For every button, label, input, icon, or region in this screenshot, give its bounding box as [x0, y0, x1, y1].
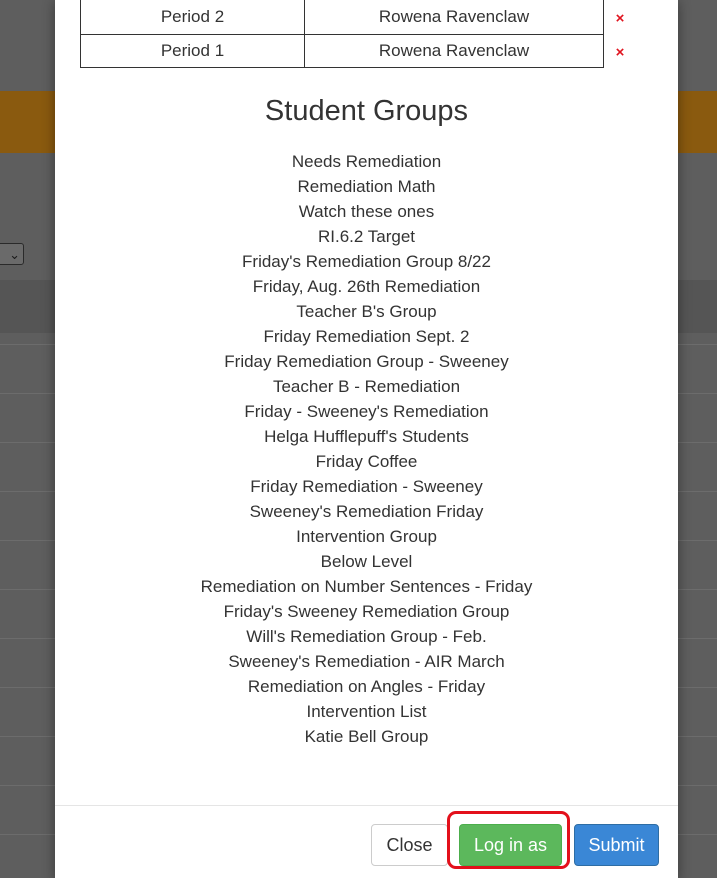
remove-icon[interactable]: × — [615, 44, 625, 61]
modal-footer-divider — [55, 805, 678, 806]
period-cell: Period 2 — [81, 0, 305, 35]
list-item: Katie Bell Group — [304, 727, 429, 746]
list-item: Friday Remediation Group - Sweeney — [224, 352, 509, 371]
list-item: Teacher B's Group — [296, 302, 437, 321]
list-item: Friday's Remediation Group 8/22 — [242, 252, 491, 271]
list-item: Friday Coffee — [315, 452, 418, 471]
background-select — [0, 243, 24, 265]
student-groups-list — [55, 149, 678, 749]
list-item: Will's Remediation Group - Feb. — [246, 627, 487, 646]
chevron-down-icon: ⌄ — [9, 247, 20, 262]
list-item: Friday Remediation Sept. 2 — [263, 327, 470, 346]
list-item: RI.6.2 Target — [317, 227, 416, 246]
list-item: Sweeney's Remediation - AIR March — [228, 652, 505, 671]
teacher-cell: Rowena Ravenclaw — [305, 35, 604, 68]
list-item: Remediation on Angles - Friday — [247, 677, 486, 696]
list-item: Sweeney's Remediation Friday — [249, 502, 484, 521]
user-details-modal — [55, 0, 678, 878]
list-item: Needs Remediation — [291, 152, 442, 171]
list-item: Friday Remediation - Sweeney — [250, 477, 483, 496]
log-in-as-button[interactable]: Log in as — [459, 824, 562, 866]
list-item: Remediation on Number Sentences - Friday — [200, 577, 533, 596]
remove-icon[interactable]: × — [615, 10, 625, 27]
teacher-cell: Rowena Ravenclaw — [305, 0, 604, 35]
list-item: Intervention List — [306, 702, 427, 721]
table-row — [81, 35, 604, 68]
list-item: Friday's Sweeney Remediation Group — [223, 602, 510, 621]
list-item: Teacher B - Remediation — [272, 377, 461, 396]
period-cell: Period 1 — [81, 35, 305, 68]
submit-button[interactable]: Submit — [574, 824, 659, 866]
table-row — [81, 0, 604, 35]
list-item: Below Level — [320, 552, 413, 571]
close-button[interactable]: Close — [371, 824, 448, 866]
section-title: Student Groups — [264, 95, 469, 127]
list-item: Friday - Sweeney's Remediation — [244, 402, 489, 421]
list-item: Watch these ones — [298, 202, 435, 221]
periods-table — [80, 0, 604, 68]
list-item: Friday, Aug. 26th Remediation — [252, 277, 481, 296]
list-item: Intervention Group — [296, 527, 437, 546]
list-item: Remediation Math — [297, 177, 436, 196]
list-item: Helga Hufflepuff's Students — [264, 427, 469, 446]
